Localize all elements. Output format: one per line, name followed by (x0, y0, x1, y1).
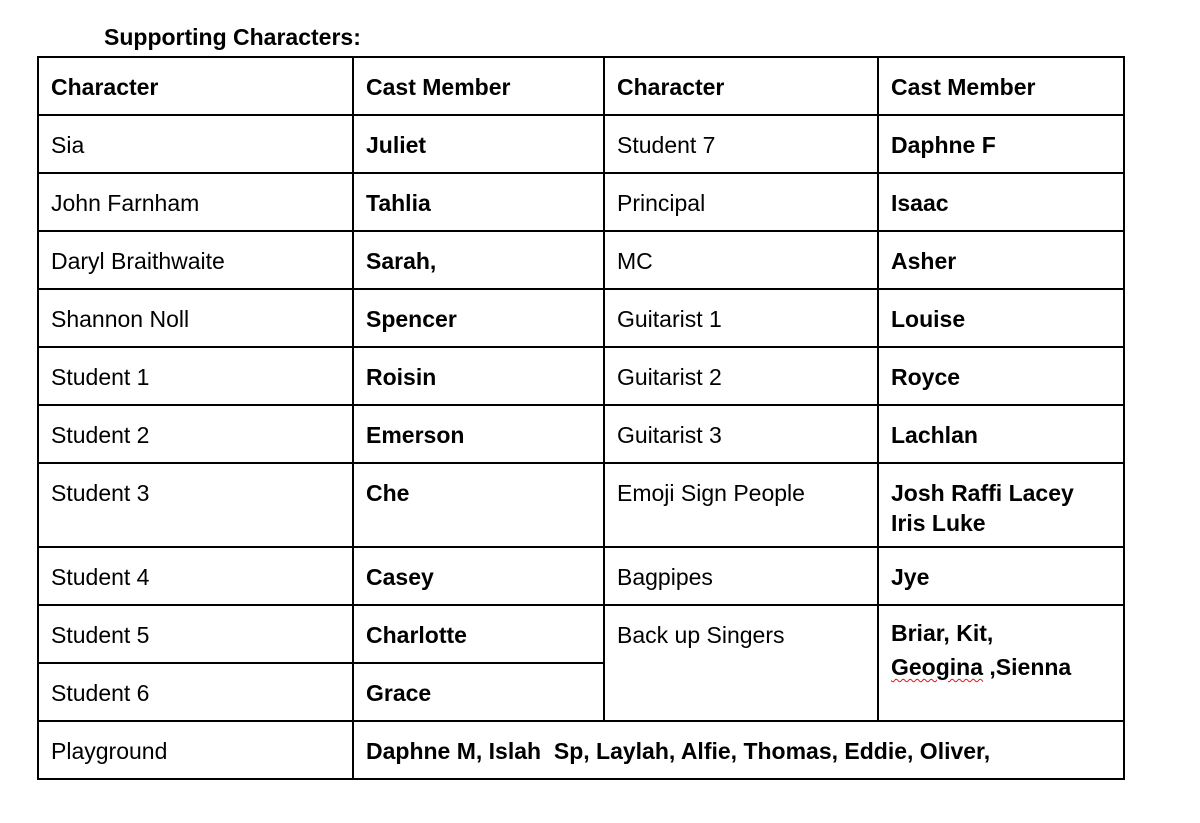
character-cell: Student 2 (38, 405, 353, 463)
character-cell: Sia (38, 115, 353, 173)
character-cell: Emoji Sign People (604, 463, 878, 547)
cast-member-cell: Sarah, (353, 231, 604, 289)
cast-member-line: ,Sienna (983, 654, 1072, 680)
character-cell: Guitarist 2 (604, 347, 878, 405)
cast-member-cell: Roisin (353, 347, 604, 405)
table-row (38, 463, 1124, 547)
table-header-row (38, 57, 1124, 115)
character-cell: Guitarist 1 (604, 289, 878, 347)
character-cell: Student 6 (38, 663, 353, 721)
table-row (38, 231, 1124, 289)
cast-member-cell (878, 463, 1124, 547)
character-cell: Student 1 (38, 347, 353, 405)
cast-member-cell: Isaac (878, 173, 1124, 231)
cast-table (37, 56, 1125, 780)
header-character-1: Character (38, 57, 353, 115)
section-heading: Supporting Characters: (104, 24, 361, 50)
table-row (38, 721, 1124, 779)
cast-member-cell: Tahlia (353, 173, 604, 231)
cast-member-cell: Louise (878, 289, 1124, 347)
cast-member-cell: Che (353, 463, 604, 547)
cast-member-cell: Juliet (353, 115, 604, 173)
cast-member-cell: Spencer (353, 289, 604, 347)
cast-member-cell: Grace (353, 663, 604, 721)
cast-member-cell: Charlotte (353, 605, 604, 663)
cast-member-cell: Lachlan (878, 405, 1124, 463)
character-cell: Guitarist 3 (604, 405, 878, 463)
character-cell: Student 7 (604, 115, 878, 173)
character-cell: Student 5 (38, 605, 353, 663)
character-cell: Daryl Braithwaite (38, 231, 353, 289)
table-row (38, 289, 1124, 347)
character-cell: Playground (38, 721, 353, 779)
header-cast-member-1: Cast Member (353, 57, 604, 115)
character-cell: John Farnham (38, 173, 353, 231)
table-row (38, 547, 1124, 605)
table-row (38, 173, 1124, 231)
cast-member-cell: Emerson (353, 405, 604, 463)
cast-member-line: Iris Luke (891, 510, 986, 536)
cast-member-cell: Daphne F (878, 115, 1124, 173)
character-cell: Student 4 (38, 547, 353, 605)
cast-member-line: Briar, Kit, (891, 620, 994, 646)
character-cell: Principal (604, 173, 878, 231)
header-cast-member-2: Cast Member (878, 57, 1124, 115)
cast-member-cell: Royce (878, 347, 1124, 405)
header-character-2: Character (604, 57, 878, 115)
character-cell: Student 3 (38, 463, 353, 547)
cast-member-cell: Casey (353, 547, 604, 605)
misspelled-word: Geogina (891, 654, 984, 680)
cast-member-cell: Asher (878, 231, 1124, 289)
character-cell: MC (604, 231, 878, 289)
table-row (38, 405, 1124, 463)
table-row (38, 347, 1124, 405)
cast-member-line: Josh Raffi Lacey (891, 480, 1074, 506)
character-cell: Back up Singers (604, 605, 878, 721)
cast-member-cell (878, 605, 1124, 721)
cast-member-cell: Daphne M, Islah Sp, Laylah, Alfie, Thomas, Eddie, Oliver, (353, 721, 1124, 779)
cast-member-cell: Jye (878, 547, 1124, 605)
table-row (38, 605, 1124, 663)
character-cell: Shannon Noll (38, 289, 353, 347)
table-row (38, 115, 1124, 173)
character-cell: Bagpipes (604, 547, 878, 605)
